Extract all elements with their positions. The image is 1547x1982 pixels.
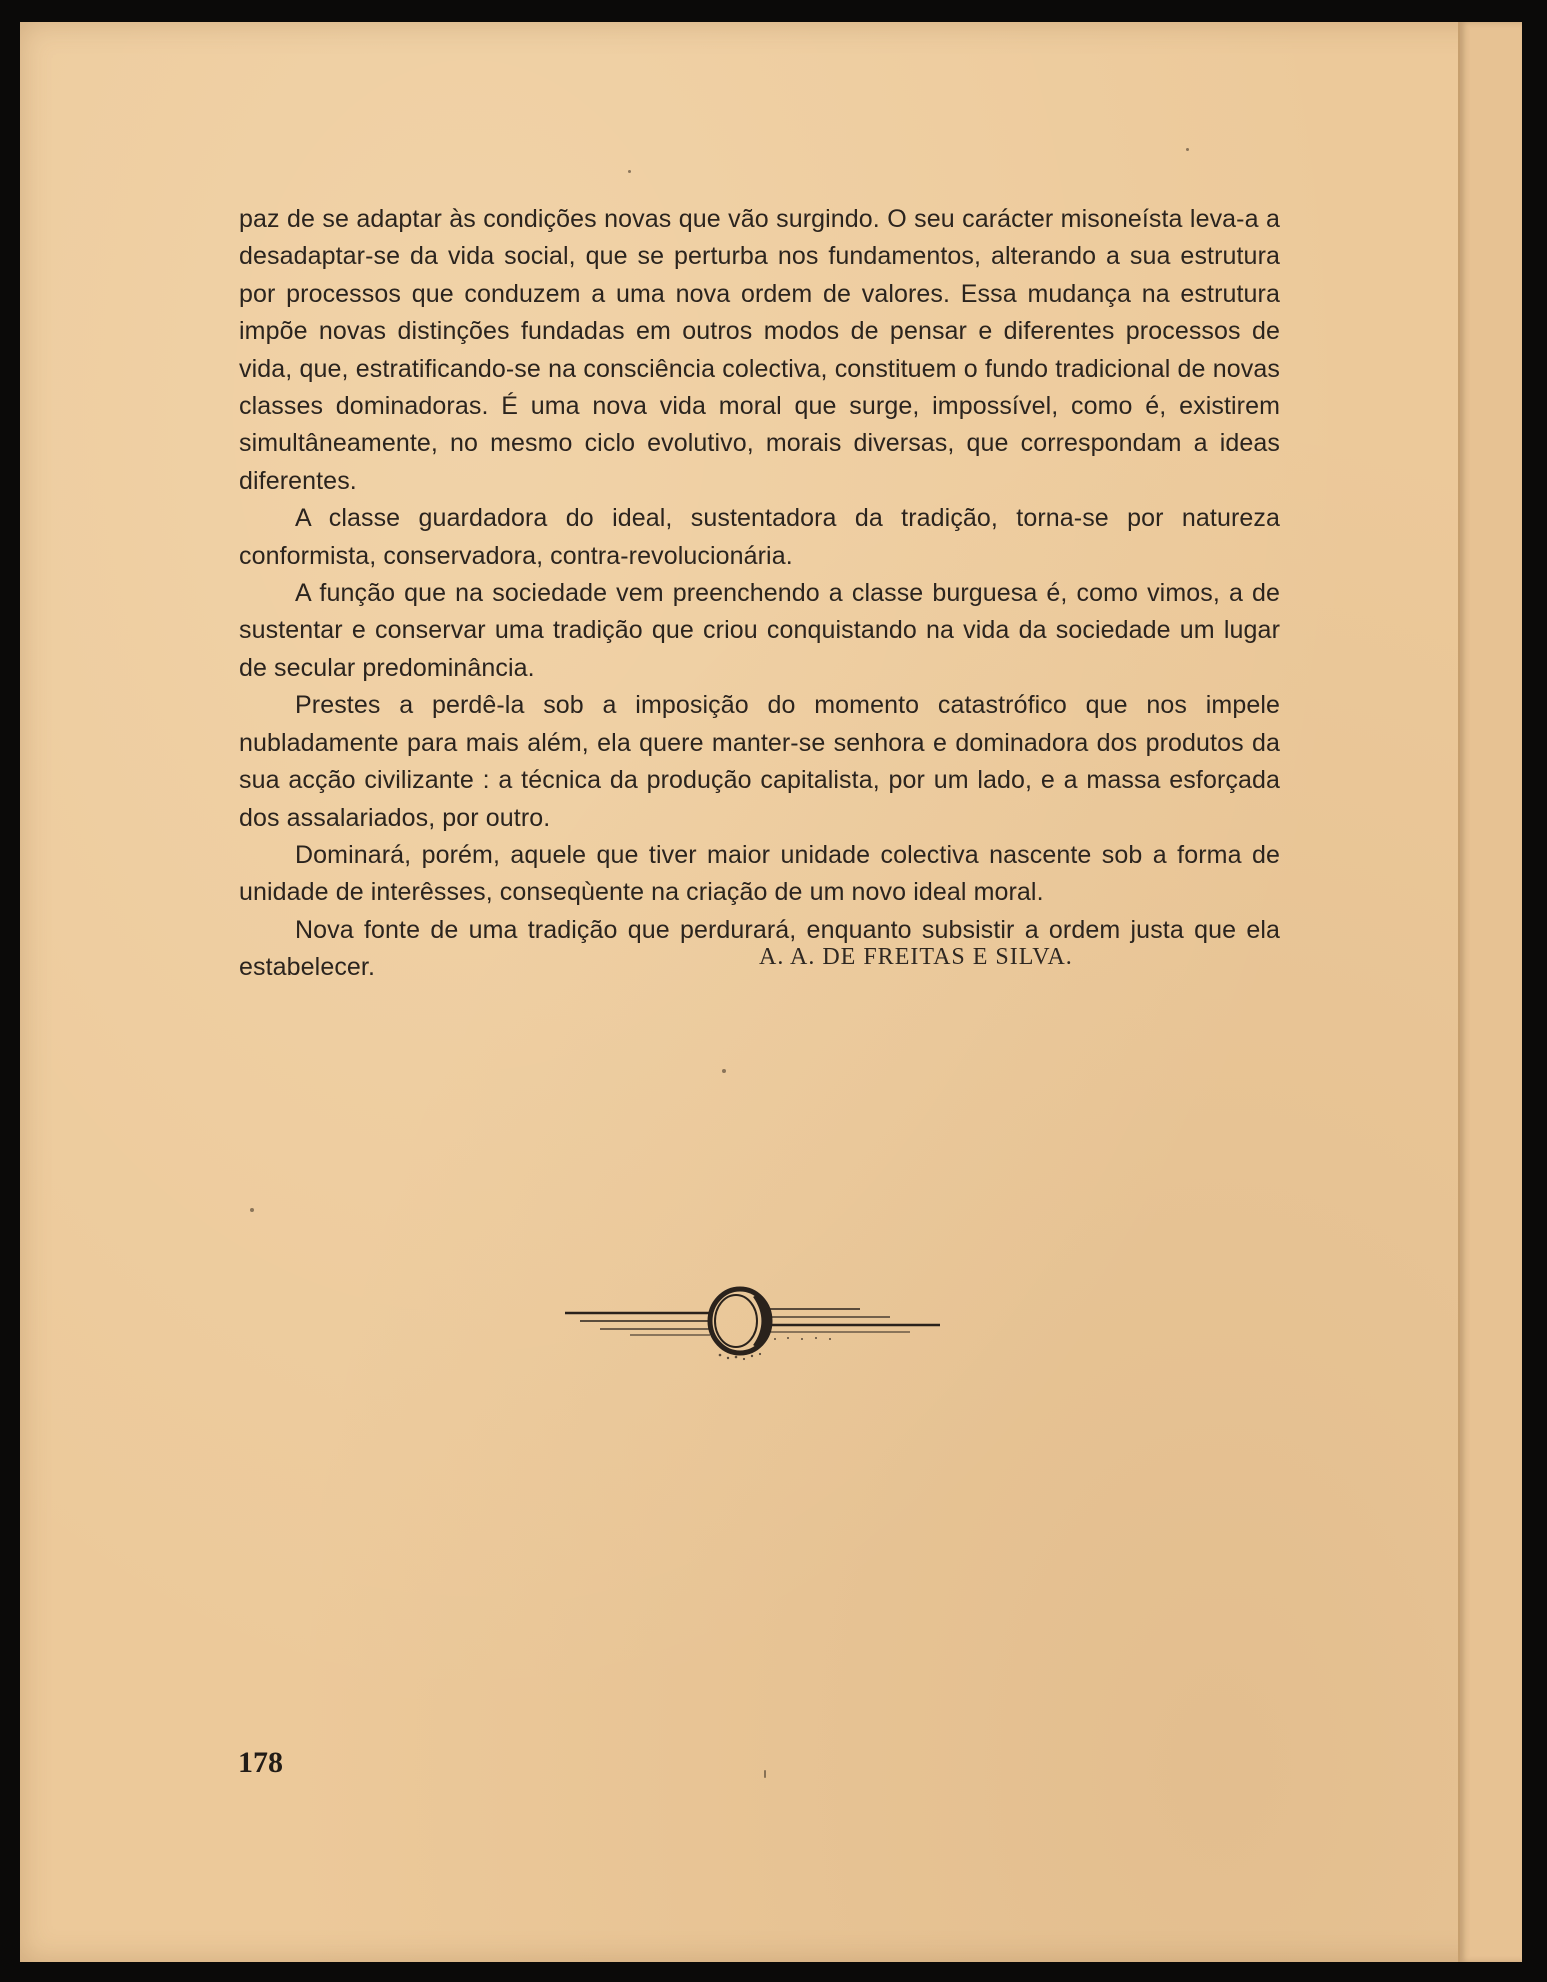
author-signature: A. A. DE FREITAS E SILVA.	[759, 944, 1073, 970]
paragraph-6: Nova fonte de uma tradição que perdurará, enquanto subsistir a ordem justa que ela estabelecer.	[239, 915, 1280, 982]
paper-speck	[722, 1069, 726, 1073]
paper-speck	[628, 170, 631, 173]
article-body	[239, 201, 1280, 987]
next-page-edge	[1458, 22, 1522, 1962]
paper-speck	[250, 1208, 254, 1212]
paragraph-4: Prestes a perdê-la sob a imposição do momento catastrófico que nos impele nubladamente para mais além, ela quere manter-se senhora e dominadora dos produtos da sua acção civilizante : a técnica da produção capitalista, por um lado, e a massa esforçada dos assalariados, por outro.	[239, 691, 1280, 832]
paper-speck	[764, 1770, 766, 1778]
paragraph-3: A função que na sociedade vem preenchendo a classe burguesa é, como vimos, a de sustentar e conservar uma tradição que criou conquistando na vida da sociedade um lugar de secular predominância.	[239, 579, 1280, 682]
paragraph-5: Dominará, porém, aquele que tiver maior unidade colectiva nascente sob a forma de unidade de interêsses, conseqùente na criação de um novo ideal moral.	[239, 840, 1280, 907]
paper-speck	[1186, 148, 1189, 151]
page-number: 178	[238, 1746, 283, 1779]
paragraph-2: A classe guardadora do ideal, sustentadora da tradição, torna-se por natureza conformista, conservadora, contra-revolucionária.	[239, 504, 1280, 570]
paragraph-1: paz de se adaptar às condições novas que vão surgindo. O seu carácter misoneísta leva-a a desadaptar-se da vida social, que se perturba nos fundamentos, alterando a sua estrutura por processos que conduzem a uma nova ordem de valores. Essa mudança na estrutura impõe novas distinções fundadas em outros modos de pensar e diferentes processos de vida, que, estratificando-se na consciência colectiva, constituem o fundo tradicional de novas classes dominadoras. É uma nova vida moral que surge, impossível, como é, existirem simultâneamente, no mesmo ciclo evolutivo, morais diversas, que correspondam a ideas diferentes.	[239, 205, 1280, 495]
horizontal-line-circle-ornament-icon	[560, 1275, 950, 1365]
